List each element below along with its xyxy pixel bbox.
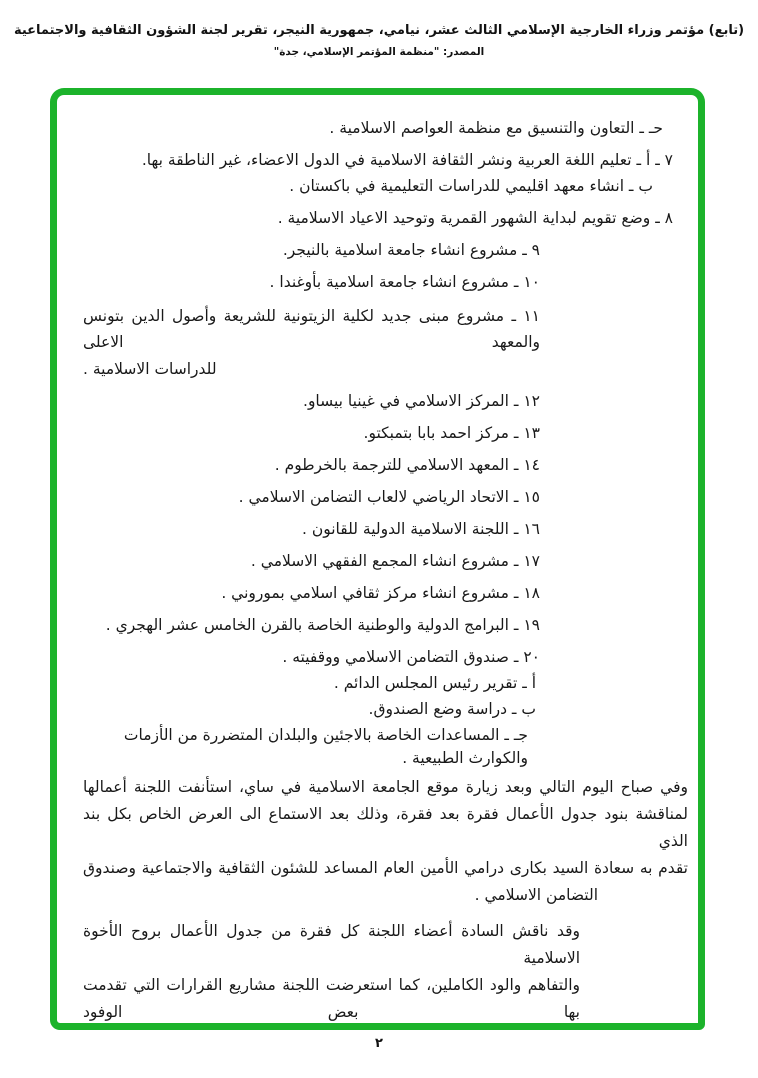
- list-item-18: ١٨ ـ مشروع انشاء مركز ثقافي اسلامي بموروني .: [221, 584, 540, 602]
- list-item-14: ١٤ ـ المعهد الاسلامي للترجمة بالخرطوم .: [274, 456, 540, 474]
- list-item-11-line2: للدراسات الاسلامية .: [83, 360, 217, 378]
- list-item-20: ٢٠ ـ صندوق التضامن الاسلامي ووقفيته .: [282, 648, 540, 666]
- paragraph-line: والتفاهم والود الكاملين، كما استعرضت اللجنة مشاريع القرارات التي تقدمت بها بعض الوفود: [83, 976, 580, 1021]
- page-number: ٢: [375, 1036, 383, 1051]
- list-item-20a: أ ـ تقرير رئيس المجلس الدائم .: [333, 674, 536, 692]
- paragraph-line: التضامن الاسلامي .: [474, 886, 598, 904]
- list-item-20c: جـ ـ المساعدات الخاصة بالاجئين والبلدان المتضررة من الأزمات والكوارث الطبيعية .: [123, 726, 528, 767]
- document-header: [0, 22, 758, 58]
- paragraph-line: تقدم به سعادة السيد بكارى درامي الأمين العام المساعد للشئون الثقافية والاجتماعية وصندوق: [83, 859, 688, 877]
- closing-paragraph-1: [83, 774, 688, 909]
- list-item-15: ١٥ ـ الاتحاد الرياضي لالعاب التضامن الاسلامي .: [238, 488, 540, 506]
- paragraph-line: لمناقشة بنود جدول الأعمال فقرة بعد فقرة، وذلك بعد الاستماع الى العرض الخاص بكل بند الذي: [83, 805, 688, 850]
- list-item-7b: ب ـ انشاء معهد اقليمي للدراسات التعليمية في باكستان .: [289, 177, 653, 195]
- paragraph-line: وفي صباح اليوم التالي وبعد زيارة موقع الجامعة الاسلامية في ساي، استأنفت اللجنة أعمالها: [83, 778, 688, 796]
- list-item-11-line1: ١١ ـ مشروع مبنى جديد لكلية الزيتونية للشريعة وأصول الدين بتونس والمعهد الاعلى: [83, 307, 540, 351]
- paragraph-line: وقد ناقش السادة أعضاء اللجنة كل فقرة من جدول الأعمال بروح الأخوة الاسلامية: [83, 922, 580, 967]
- list-item-16: ١٦ ـ اللجنة الاسلامية الدولية للقانون .: [302, 520, 540, 538]
- list-item-9: ٩ ـ مشروع انشاء جامعة اسلامية بالنيجر.: [282, 241, 540, 259]
- document-header-title: (تابع) مؤتمر وزراء الخارجية الإسلامي الثالث عشر، نيامي، جمهورية النيجر، تقرير لجنة الشؤون الثقافية والاجتماعية: [13, 23, 745, 38]
- page-frame-border: [50, 88, 705, 1030]
- closing-paragraph-2: [83, 918, 688, 1026]
- list-item-10: ١٠ ـ مشروع انشاء جامعة اسلامية بأوغندا .: [269, 273, 540, 291]
- list-item-12: ١٢ ـ المركز الاسلامي في غينيا بيساو.: [303, 392, 540, 410]
- list-item-17: ١٧ ـ مشروع انشاء المجمع الفقهي الاسلامي .: [250, 552, 540, 570]
- list-item-13: ١٣ ـ مركز احمد بابا بتمبكتو.: [363, 424, 540, 442]
- page-body: [57, 95, 698, 1023]
- list-item-7a: ٧ ـ أ ـ تعليم اللغة العربية ونشر الثقافة الاسلامية في الدول الاعضاء، غير الناطقة بها.: [141, 151, 673, 169]
- document-source-line: المصدر: "منظمة المؤتمر الإسلامي، جدة": [273, 46, 485, 58]
- list-item-20b: ب ـ دراسة وضع الصندوق.: [368, 700, 536, 718]
- list-item-8: ٨ ـ وضع تقويم لبداية الشهور القمرية وتوحيد الاعياد الاسلامية .: [277, 209, 673, 227]
- list-item-h: حـ ـ التعاون والتنسيق مع منظمة العواصم الاسلامية .: [329, 119, 663, 137]
- list-item-19: ١٩ ـ البرامج الدولية والوطنية الخاصة بالقرن الخامس عشر الهجري .: [105, 616, 540, 634]
